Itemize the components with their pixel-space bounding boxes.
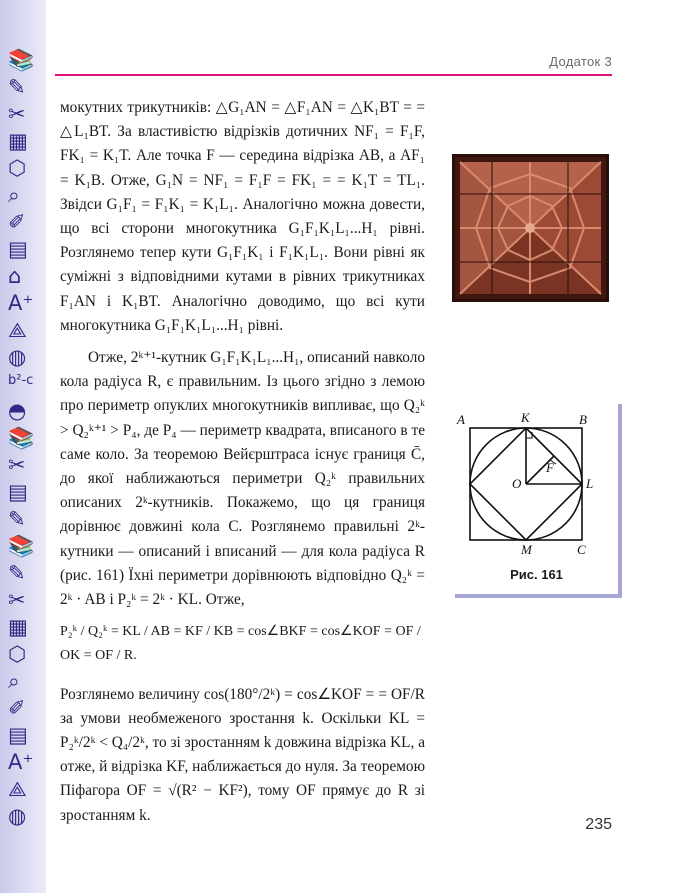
label-B: B [579,412,587,427]
a-plus-icon: A⁺ [8,291,34,315]
running-header: Додаток 3 [549,54,612,69]
label-M: M [521,542,532,557]
pen-icon: ✎ [8,75,26,99]
books-icon: 📚 [8,534,35,558]
books-icon: 📚 [8,426,35,450]
label-C: C [577,542,586,557]
page-number: 235 [585,816,612,833]
label-K: K [521,410,530,425]
calculator-icon: ▦ [8,129,28,153]
globe-icon: ◍ [8,345,27,369]
scissors-icon: ✂ [8,588,26,612]
margin-decoration-strip [0,0,46,893]
roof-photo-art [452,154,609,302]
globe-icon: ◍ [8,804,27,828]
figure-161 [455,404,622,598]
scissors-icon: ✂ [8,102,26,126]
label-A: A [457,412,465,427]
pen-icon: ✎ [8,561,26,585]
geometry-diagram [455,404,618,564]
compass-icon: ⟁ [8,777,27,801]
header-rule [55,74,612,76]
compass-icon: ⟁ [8,318,27,342]
roof-structure-photo [452,154,609,302]
label-L: L [586,476,594,491]
paragraph-2: Отже, 2ᵏ⁺¹-кутник G₁F₁K₁L₁...H₁, описаний навколо кола радіуса R, є правильним. Із цього згідно з лемою про периметр опуклих многокутників випливає, що Q₂ᵏ > Q₂ᵏ⁺¹ > P₄, де P₄ — периметр квадрата, вписаного в те саме коло. За теоремою Вейєрштраса існує границя C̄, до якої наближаються периметри Q₂ᵏ правильних описаних 2ᵏ-кутників. Покажемо, що ця границя дорівнює довжині кола C. Розглянемо правильні 2ᵏ-кутники — описаний і вписаний — для кола радіуса R (рис. 161) Їхні периметри дорівнюють відповідно Q₂ᵏ = 2ᵏ · AB і P₂ᵏ = 2ᵏ · KL. Отже, [60,349,425,609]
paragraph-3: Розглянемо величину cos(180°/2ᵏ) = cos∠KOF = = OF/R за умови необмеженого зростання k. Оскільки KL = P₂ᵏ/2ᵏ < Q₄/2ᵏ, то зі зростанням k довжина відрізка KL, а отже, й відрізка KF, наближається до нуля. За теоремою Піфагора OF = √(R² − KF²), тому OF прямує до R зі зростанням k. [60,685,425,824]
body-text [60,96,425,828]
magnifier-icon: ⌕ [8,183,20,207]
formula-ratio: P₂ᵏ / Q₂ᵏ = KL / AB = KF / KB = cos∠BKF = cos∠KOF = OF / OK = OF / R. [60,624,421,664]
books-icon: 📚 [8,48,35,72]
formula-icon: b²-c [8,373,34,388]
paint-icon: ✐ [8,210,26,234]
grad-cap-icon: ⌂ [8,264,22,288]
paragraph-1: мокутних трикутників: △G₁AN = △F₁AN = △K₁BT = = △L₁BT. За властивістю відрізків дотичних NF₁ = F₁F, FK₁ = K₁T. Але точка F — середина відрізка AB, а AF₁ = K₁B. Отже, G₁N = NF₁ = F₁F = FK₁ = = K₁T = TL₁. Звідси G₁F₁ = F₁K₁ = K₁L₁. Аналогічно можна довести, що всі сторони многокутника G₁F₁K₁L₁...H₁ рівні. Розглянемо тепер кути G₁F₁K₁ і F₁K₁L₁. Вони рівні як суміжні з відповідними кутами в рівних трикутниках F₁AN і K₁BT. Аналогічно доводимо, що всі кути многокутника G₁F₁K₁L₁...H₁ рівні. [60,99,425,334]
pen-icon: ✎ [8,507,26,531]
paint-icon: ✐ [8,696,26,720]
figure-caption: Рис. 161 [510,567,563,582]
scissors-icon: ✂ [8,453,26,477]
cube-icon: ⬡ [8,642,27,666]
label-O: O [512,476,522,491]
protractor-icon: ◓ [8,399,27,423]
label-F: F [546,460,554,475]
magnifier-icon: ⌕ [8,669,20,693]
books-icon: ▤ [8,237,28,261]
calculator-icon: ▦ [8,615,28,639]
books-icon: ▤ [8,480,28,504]
cube-icon: ⬡ [8,156,27,180]
a-plus-icon: A⁺ [8,750,34,774]
books-icon: ▤ [8,723,28,747]
